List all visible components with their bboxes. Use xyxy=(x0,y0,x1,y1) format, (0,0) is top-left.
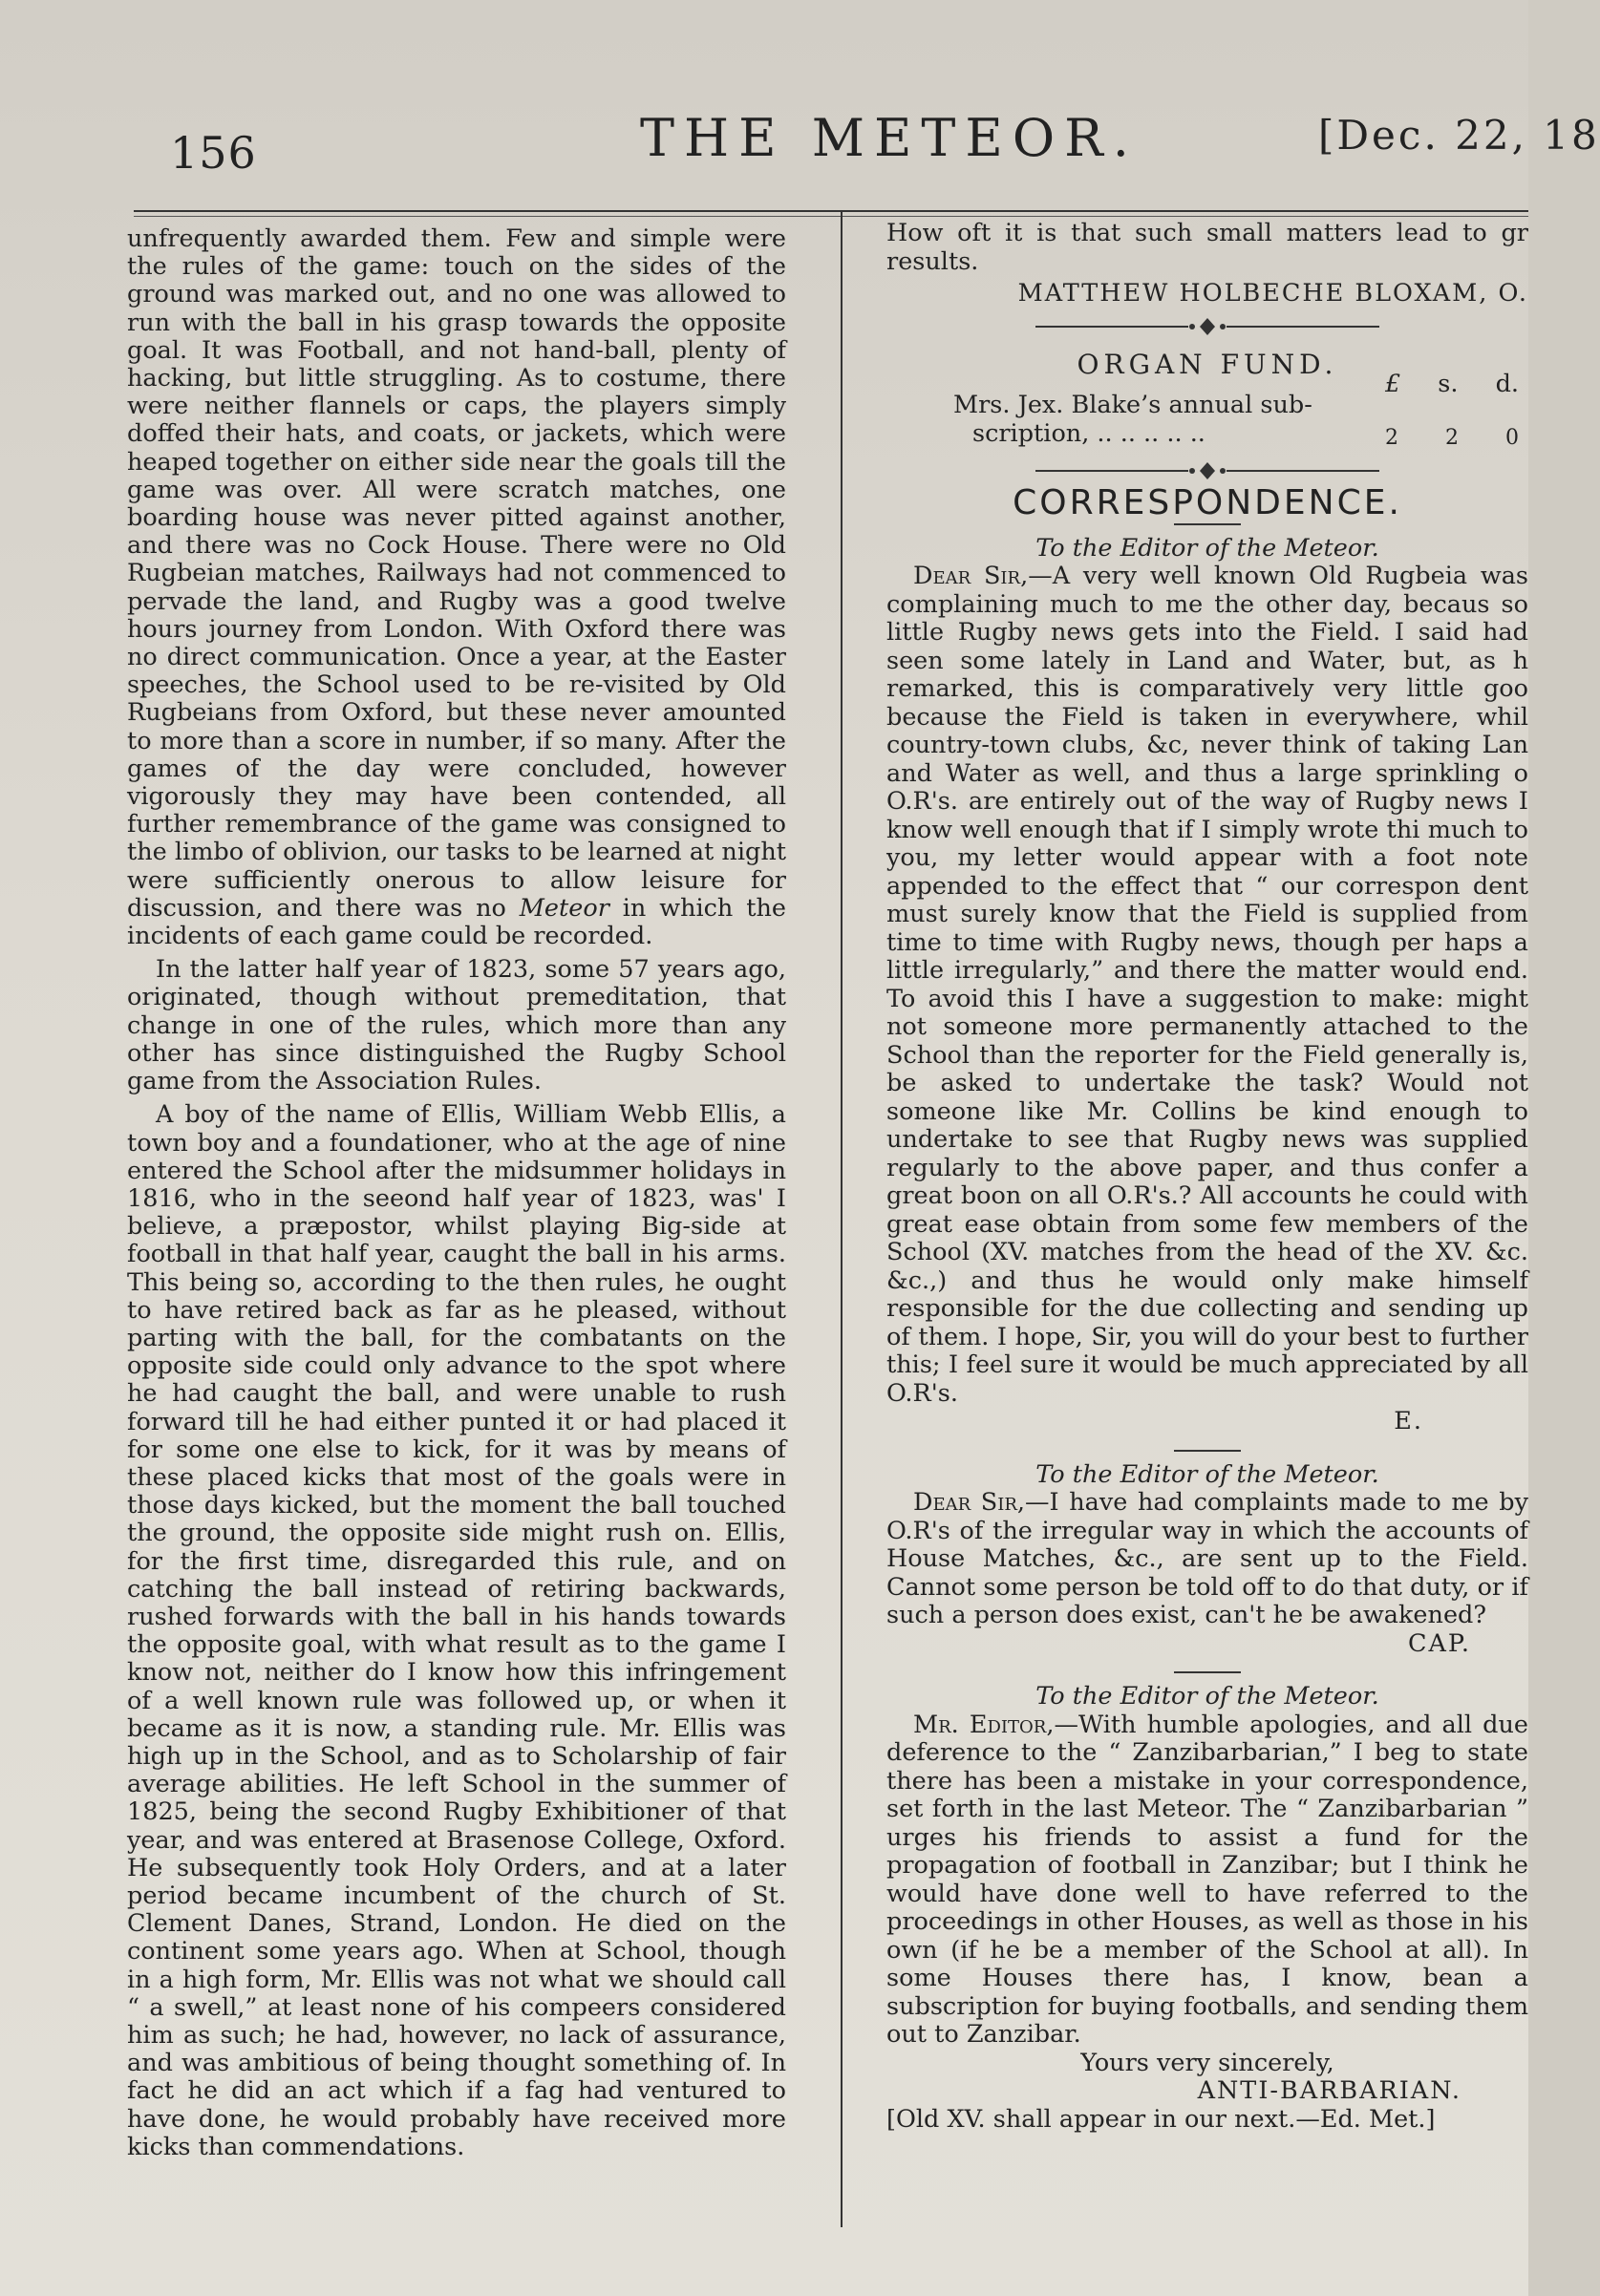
letter-separator xyxy=(1174,1450,1241,1452)
publication-title: THE METEOR. xyxy=(640,108,1139,168)
letter-signature: CAP. xyxy=(1407,1628,1471,1658)
letter-body: Dear Sir,—A very well known Old Rugbeia was complaining much to me the other day, becaus so little Rugby news gets into the Field. I said had seen some lately in Land and Water, but, as h remarked, this is comparatively very little goo because the Field is taken in everywhere, whil country-town clubs, &c, never think of taking Lan and Water as well, and thus a large sprinkling o O.R's. are entirely out of the way of Rugby news I know well enough that if I simply wrote thi much to you, my letter would appear with a foot note appended to the effect that “ our correspon dent must surely know that the Field is supplied from time to time with Rugby news, though per haps a little irregularly,” and there the matter would end. To avoid this I have a suggestion to make: might not someone more permanently attached to the School than the reporter for the Field generally is, be asked to undertake the task? Would not someone like Mr. Collins be kind enough to undertake to see that Rugby news was supplied regularly to the above paper, and thus confer a great boon on all O.R's.? All accounts he could with great ease obtain from some few members of the School (XV. matches from the head of the XV. &c. &c.,) and thus he would only make himself responsible for the due collecting and sending up of them. I hope, Sir, you will do your best to further this; I feel sure it would be much appreciated by all O.R's. xyxy=(886,562,1528,1408)
letter-signature: E. xyxy=(1394,1407,1423,1435)
letter-address: To the Editor of the Meteor. xyxy=(1035,1459,1379,1489)
letter-address: To the Editor of the Meteor. xyxy=(1035,1682,1379,1711)
issue-date: [Dec. 22, 18 xyxy=(1318,112,1600,159)
left-column xyxy=(127,225,786,2161)
column-divider xyxy=(841,212,843,2227)
correspondence-heading: CORRESPONDENCE. xyxy=(1013,483,1402,522)
letter-body: Mr. Editor,—With humble apologies, and all due deference to the “ Zanzibarbarian,” I beg to state there has been a mistake in your correspondence, set forth in the last Meteor. The “ Zanzibarbarian ” urges his friends to assist a fund for the propagation of football in Zanzibar; but I think he would have done well to have referred to the proceedings in other Houses, as well as those in his own (if he be a member of the School at all). In some Houses there has, I know, bean a subscription for buying footballs, and sending them out to Zanzibar. xyxy=(886,1710,1528,2049)
article-paragraph: In the latter half year of 1823, some 57 years ago, originated, though without premeditation, that change in one of the rules, which more than any other has since distinguished the Rugby School game from the Association Rules. xyxy=(127,955,786,1096)
article-conclusion: How oft it is that such small matters lead to gr results. xyxy=(886,219,1528,276)
organ-fund-heading: ORGAN FUND. xyxy=(1077,348,1338,380)
editor-note: [Old XV. shall appear in our next.—Ed. Met.] xyxy=(886,2104,1436,2134)
article-paragraph: A boy of the name of Ellis, William Webb Ellis, a town boy and a foundationer, who at the age of nine entered the School after the midsummer holidays in 1816, who in the seeond half year of 1823, was' I believe, a præpostor, whilst playing Big-side at football in that half year, caught the ball in his arms. This being so, according to the then rules, he ought to have retired back as far as he pleased, without parting with the ball, for the combatants on the opposite side could only advance to the spot where he had caught the ball, and were unable to rush forward till he had either punted it or had placed it for some one else to kick, for it was by means of these placed kicks that most of the goals were in those days kicked, but the moment the ball touched the ground, the opposite side might rush on. Ellis, for the first time, disregarded this rule, and on catching the ball instead of retiring backwards, rushed forwards with the ball in his hands towards the opposite goal, with what result as to the game I know not, neither do I know how this infringement of a well known rule was followed up, or when it became as it is now, a standing rule. Mr. Ellis was high up in the School, and as to Scholarship of fair average abilities. He left School in the summer of 1825, being the second Rugby Exhibitioner of that year, and was entered at Brasenose College, Oxford. He subsequently took Holy Orders, and at a later period became incumbent of the church of St. Clement Danes, Strand, London. He died on the continent some years ago. When at School, though in a high form, Mr. Ellis was not what we should call “ a swell,” at least none of his compeers considered him as such; he had, however, no lack of assurance, and was ambitious of being thought something of. In fact he did an act which if a fag had ventured to have done, he would probably have received more kicks than commendations. xyxy=(127,1100,786,2161)
letter-signature: ANTI-BARBARIAN. xyxy=(1197,2076,1461,2105)
letter-body: Dear Sir,—I have had complaints made to me by O.R's of the irregular way in which the accounts of House Matches, &c., are sent up to the Field. Cannot some person be told off to do that duty, or if such a person does exist, can't he be awakened? xyxy=(886,1488,1528,1629)
section-rule xyxy=(1174,523,1241,525)
right-column xyxy=(886,220,1528,2134)
letter-closing: Yours very sincerely, xyxy=(1080,2048,1334,2077)
letter-separator xyxy=(1174,1671,1241,1673)
author-signature: MATTHEW HOLBECHE BLOXAM, O. xyxy=(1017,279,1528,308)
ornament-divider xyxy=(1035,460,1379,481)
letter-address: To the Editor of the Meteor. xyxy=(1035,533,1379,563)
page-number: 156 xyxy=(170,127,257,179)
header-rule xyxy=(134,210,1528,212)
page-header xyxy=(0,91,1600,196)
ornament-divider xyxy=(1035,316,1379,337)
article-paragraph: unfrequently awarded them. Few and simple were the rules of the game: touch on the sides of the ground was marked out, and no one was allowed to run with the ball in his grasp towards the opposite goal. It was Football, and not hand-ball, plenty of hacking, but little struggling. As to costume, there were neither flannels or caps, the players simply doffed their hats, and coats, or jackets, which were heaped together on either side near the goals till the game was over. All were scratch matches, one boarding house was never pitted against another, and there was no Cock House. There were no Old Rugbeian matches, Railways had not commenced to pervade the land, and Rugby was a good twelve hours journey from London. With Oxford there was no direct communication. Once a year, at the Easter speeches, the School used to be re-visited by Old Rugbeians from Oxford, but these never amounted to more than a score in number, if so many. After the games of the day were concluded, however vigorously they may have been contended, all further remembrance of the game was consigned to the limbo of oblivion, our tasks to be learned at night were sufficiently onerous to allow leisure for discussion, and there was no Meteor in which the incidents of each game could be recorded. xyxy=(127,224,786,951)
fund-description: Mrs. Jex. Blake’s annual sub- scription, .. .. .. .. .. xyxy=(953,391,1312,448)
fund-amount: £ s. d. 2 2 0 xyxy=(1385,370,1519,450)
header-rule-thin xyxy=(134,216,1528,217)
organ-fund-entry xyxy=(953,370,1528,453)
